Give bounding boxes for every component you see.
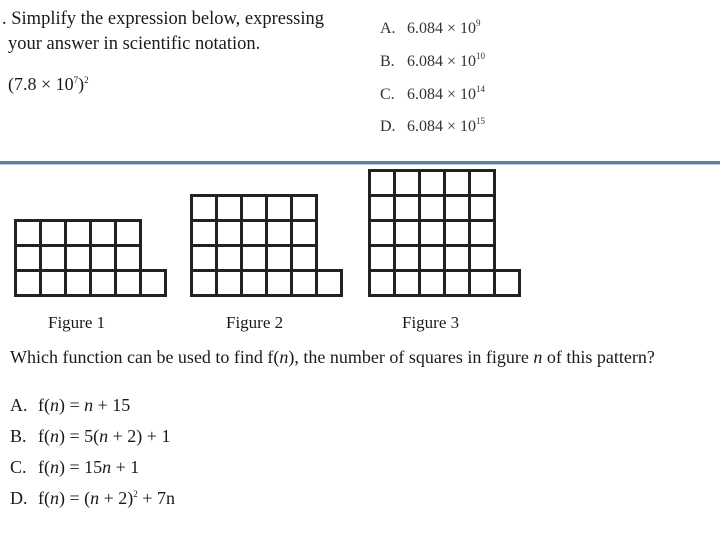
square xyxy=(290,194,318,222)
option-text xyxy=(38,457,139,477)
square xyxy=(290,219,318,247)
square xyxy=(14,244,42,272)
square xyxy=(240,194,268,222)
square xyxy=(64,269,92,297)
square xyxy=(240,269,268,297)
text-segment: of this pattern? xyxy=(542,347,655,367)
italic-variable: n xyxy=(90,488,100,508)
square xyxy=(418,169,446,197)
square xyxy=(493,269,521,297)
italic-variable: n xyxy=(50,488,59,508)
italic-variable: n xyxy=(99,426,109,446)
option-text xyxy=(38,395,130,415)
square xyxy=(393,194,421,222)
square xyxy=(190,219,218,247)
superscript: 7 xyxy=(73,75,79,85)
superscript: 2 xyxy=(133,489,138,499)
square xyxy=(393,244,421,272)
text-segment: 6.084 × 10 xyxy=(407,118,477,135)
square xyxy=(393,219,421,247)
option-text xyxy=(407,53,485,70)
square xyxy=(418,244,446,272)
superscript: 15 xyxy=(476,116,486,126)
text-segment: 6.084 × 10 xyxy=(407,20,477,37)
question1-prompt-line2: your answer in scientific notation. xyxy=(8,34,261,54)
square xyxy=(114,244,142,272)
question2-option-d[interactable] xyxy=(10,488,175,509)
question1-option-d[interactable] xyxy=(380,116,485,136)
square xyxy=(265,219,293,247)
italic-variable: n xyxy=(50,457,59,477)
text-segment: ) = ( xyxy=(59,488,91,508)
question1-prompt xyxy=(2,7,324,57)
question2-option-a[interactable] xyxy=(10,395,130,416)
square xyxy=(190,244,218,272)
figure-3-grid xyxy=(368,169,521,297)
figure-3-label: Figure 3 xyxy=(402,313,460,332)
option-letter: C. xyxy=(10,457,27,477)
square xyxy=(89,244,117,272)
square xyxy=(190,269,218,297)
text-segment: ) = 15 xyxy=(59,457,103,477)
question2-option-b[interactable] xyxy=(10,426,170,447)
text-segment: + 7n xyxy=(137,488,175,508)
text-segment: ) = xyxy=(59,395,85,415)
square xyxy=(290,244,318,272)
square xyxy=(215,269,243,297)
option-letter: D. xyxy=(10,488,28,508)
square xyxy=(64,244,92,272)
square xyxy=(139,269,167,297)
square xyxy=(468,219,496,247)
square xyxy=(215,244,243,272)
italic-variable: n xyxy=(102,457,112,477)
text-segment: f( xyxy=(38,457,50,477)
option-text xyxy=(407,20,481,37)
square xyxy=(418,194,446,222)
square xyxy=(114,269,142,297)
text-segment: (7.8 × 10 xyxy=(8,74,74,94)
square xyxy=(290,269,318,297)
square xyxy=(443,194,471,222)
square xyxy=(14,269,42,297)
question2-option-c[interactable] xyxy=(10,457,139,478)
square xyxy=(468,269,496,297)
square xyxy=(368,244,396,272)
superscript: 9 xyxy=(476,18,481,28)
square xyxy=(265,244,293,272)
square xyxy=(14,219,42,247)
text-segment: 6.084 × 10 xyxy=(407,86,477,103)
question1-expression xyxy=(8,74,89,95)
square xyxy=(39,244,67,272)
square xyxy=(215,219,243,247)
option-letter: A. xyxy=(380,20,396,37)
text-segment: + 1 xyxy=(111,457,140,477)
square xyxy=(315,269,343,297)
square xyxy=(418,269,446,297)
square xyxy=(265,269,293,297)
italic-variable: n xyxy=(84,395,94,415)
italic-variable: n xyxy=(50,426,59,446)
option-letter: B. xyxy=(10,426,27,446)
question1-option-c[interactable] xyxy=(380,84,485,104)
square xyxy=(240,244,268,272)
option-text xyxy=(407,118,485,135)
figure-2-grid xyxy=(190,194,343,297)
text-segment: ), the number of squares in figure xyxy=(288,347,534,367)
text-segment: + 2) xyxy=(99,488,134,508)
text-segment: ) xyxy=(78,74,85,94)
square xyxy=(114,219,142,247)
option-letter: D. xyxy=(380,118,396,135)
question1-option-a[interactable] xyxy=(380,18,481,38)
text-segment: f( xyxy=(38,488,50,508)
option-text xyxy=(407,86,485,103)
square xyxy=(443,269,471,297)
text-segment: f( xyxy=(38,395,50,415)
superscript: 2 xyxy=(84,75,89,85)
square xyxy=(443,169,471,197)
figure-1-grid xyxy=(14,219,167,297)
square xyxy=(215,194,243,222)
square xyxy=(468,194,496,222)
option-letter: A. xyxy=(10,395,28,415)
text-segment: f( xyxy=(38,426,50,446)
question1-option-b[interactable] xyxy=(380,51,485,71)
square xyxy=(39,269,67,297)
option-letter: C. xyxy=(380,86,395,103)
option-letter: B. xyxy=(380,53,395,70)
square xyxy=(368,269,396,297)
square xyxy=(89,269,117,297)
square xyxy=(89,219,117,247)
square xyxy=(468,244,496,272)
square xyxy=(368,194,396,222)
option-text xyxy=(38,426,170,446)
superscript: 14 xyxy=(476,84,486,94)
text-segment: + 15 xyxy=(93,395,131,415)
square xyxy=(393,169,421,197)
text-segment: ) = 5( xyxy=(59,426,100,446)
text-segment: Which function can be used to find f( xyxy=(10,347,280,367)
square xyxy=(240,219,268,247)
question2-prompt xyxy=(10,347,655,368)
figure-1-label: Figure 1 xyxy=(48,313,106,332)
question1-prompt-line1: . Simplify the expression below, expressing xyxy=(2,9,324,29)
square xyxy=(368,169,396,197)
italic-variable: n xyxy=(50,395,59,415)
square xyxy=(468,169,496,197)
square xyxy=(443,244,471,272)
square xyxy=(190,194,218,222)
italic-variable: n xyxy=(279,347,289,367)
text-segment: 6.084 × 10 xyxy=(407,53,477,70)
text-segment: + 2) + 1 xyxy=(108,426,171,446)
superscript: 10 xyxy=(476,51,486,61)
square xyxy=(443,219,471,247)
option-text xyxy=(38,488,175,508)
square xyxy=(39,219,67,247)
square xyxy=(418,219,446,247)
square xyxy=(265,194,293,222)
figure-2-label: Figure 2 xyxy=(226,313,284,332)
square xyxy=(368,219,396,247)
square xyxy=(393,269,421,297)
section-divider xyxy=(0,161,720,165)
italic-variable: n xyxy=(533,347,543,367)
square xyxy=(64,219,92,247)
